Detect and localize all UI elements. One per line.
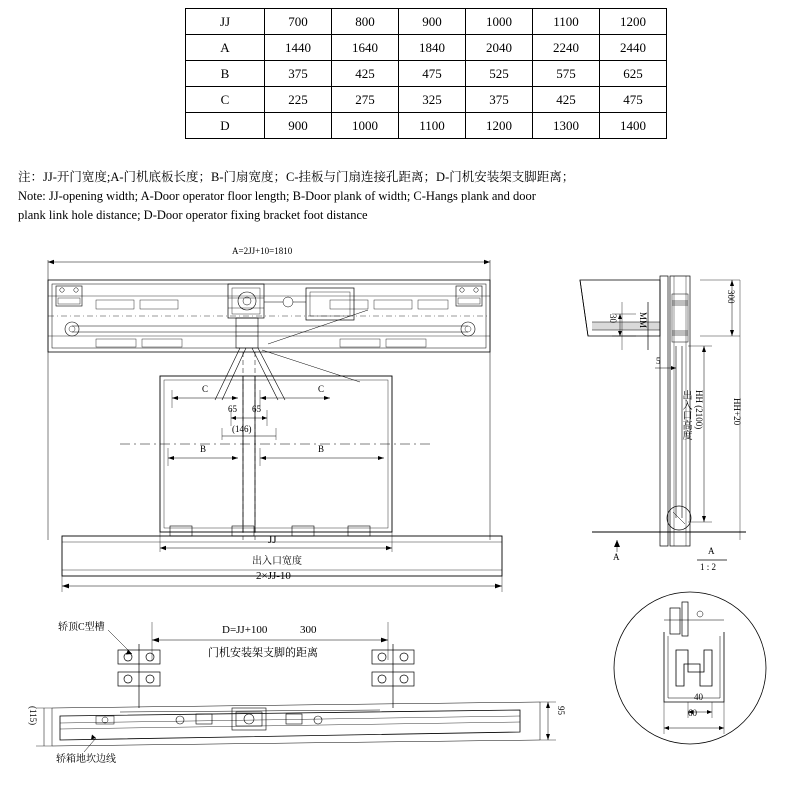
label-car-top-c-slot: 轿顶C型槽 (58, 622, 105, 633)
dim-label-overall-a: A=2JJ+10=1810 (232, 246, 293, 256)
table-cell: 225 (265, 87, 332, 113)
dim-label-b-left: B (200, 444, 207, 454)
table-cell: 325 (399, 87, 466, 113)
dim-label-b-right: B (318, 444, 325, 454)
dim-label-146: (146) (232, 424, 252, 434)
dim-label-30: 30 (608, 314, 618, 323)
table-cell: 475 (399, 61, 466, 87)
dim-label-c-right: C (318, 384, 325, 394)
dim-label-hh-plus-20: HH+20 (732, 398, 742, 426)
dim-label-exit-width-formula: 2×JJ-10 (256, 570, 291, 582)
table-row-head: A (186, 35, 265, 61)
dim-label-d-300: 300 (300, 624, 317, 636)
table-cell: 275 (332, 87, 399, 113)
dim-label-40: 40 (694, 692, 703, 702)
section-mark-a-right: A (708, 546, 715, 556)
section-mark-a-left: A (613, 552, 620, 562)
dim-label-300: 300 (726, 290, 736, 304)
table-cell: 1000 (332, 113, 399, 139)
dim-label-mm: MM (638, 312, 648, 329)
dim-label-5: 5 (656, 356, 661, 366)
dim-label-115: (115) (28, 706, 38, 726)
table-row (186, 87, 667, 113)
note-line-en-1: Note: JJ-opening width; A-Door operator floor length; B-Door plank of width; C-Hangs plank and door (18, 189, 536, 203)
table-cell: 2040 (466, 35, 533, 61)
table-cell: 625 (600, 61, 667, 87)
note-line-cn: 注：JJ-开门宽度;A-门机底板长度；B-门扇宽度；C-挂板与门扇连接孔距离；D-门机安装架支脚距离； (18, 170, 575, 184)
table-row-head: JJ (186, 9, 265, 35)
label-car-sill-edge-cn: 轿箱地坎边线 (56, 754, 116, 765)
label-exit-height-cn: 出入口高度 (680, 390, 691, 440)
dim-label-d-formula: D=JJ+100 (222, 624, 268, 636)
drawing-svg (0, 240, 800, 804)
label-scale: 1 : 2 (700, 562, 717, 572)
table-row (186, 113, 667, 139)
table-cell: 700 (265, 9, 332, 35)
table-cell: 900 (265, 113, 332, 139)
table-cell: 575 (533, 61, 600, 87)
spec-table-container (185, 8, 667, 139)
table-cell: 425 (332, 61, 399, 87)
table-cell: 1300 (533, 113, 600, 139)
table-cell: 1640 (332, 35, 399, 61)
table-cell: 2440 (600, 35, 667, 61)
table-cell: 1200 (466, 113, 533, 139)
dim-label-jj: JJ (268, 534, 277, 546)
table-cell: 1100 (399, 113, 466, 139)
dim-label-c-left: C (202, 384, 209, 394)
table-row (186, 35, 667, 61)
table-row-head: D (186, 113, 265, 139)
table-row (186, 61, 667, 87)
dim-label-60: 60 (688, 708, 697, 718)
table-cell: 425 (533, 87, 600, 113)
note-line-en-2: plank link hole distance; D-Door operator fixing bracket foot distance (18, 208, 368, 222)
table-row-head: B (186, 61, 265, 87)
table-cell: 375 (466, 87, 533, 113)
table-cell: 1840 (399, 35, 466, 61)
specification-table (185, 8, 667, 139)
table-cell: 1000 (466, 9, 533, 35)
table-row-head: C (186, 87, 265, 113)
table-cell: 1440 (265, 35, 332, 61)
table-cell: 2240 (533, 35, 600, 61)
dim-label-65-left: 65 (228, 404, 237, 414)
table-cell: 525 (466, 61, 533, 87)
table-cell: 1400 (600, 113, 667, 139)
table-cell: 475 (600, 87, 667, 113)
dim-label-hh: HH (2100) (694, 390, 704, 430)
table-cell: 375 (265, 61, 332, 87)
table-cell: 900 (399, 9, 466, 35)
dim-label-65-right: 65 (252, 404, 261, 414)
drawing-area (0, 240, 800, 804)
table-row (186, 9, 667, 35)
table-cell: 1100 (533, 9, 600, 35)
label-bracket-foot-distance-cn: 门机安装架支脚的距离 (208, 647, 318, 659)
label-exit-width-cn: 出入口宽度 (252, 556, 302, 567)
notes-block (18, 168, 790, 225)
table-cell: 1200 (600, 9, 667, 35)
table-cell: 800 (332, 9, 399, 35)
dim-label-95: 95 (556, 706, 566, 715)
